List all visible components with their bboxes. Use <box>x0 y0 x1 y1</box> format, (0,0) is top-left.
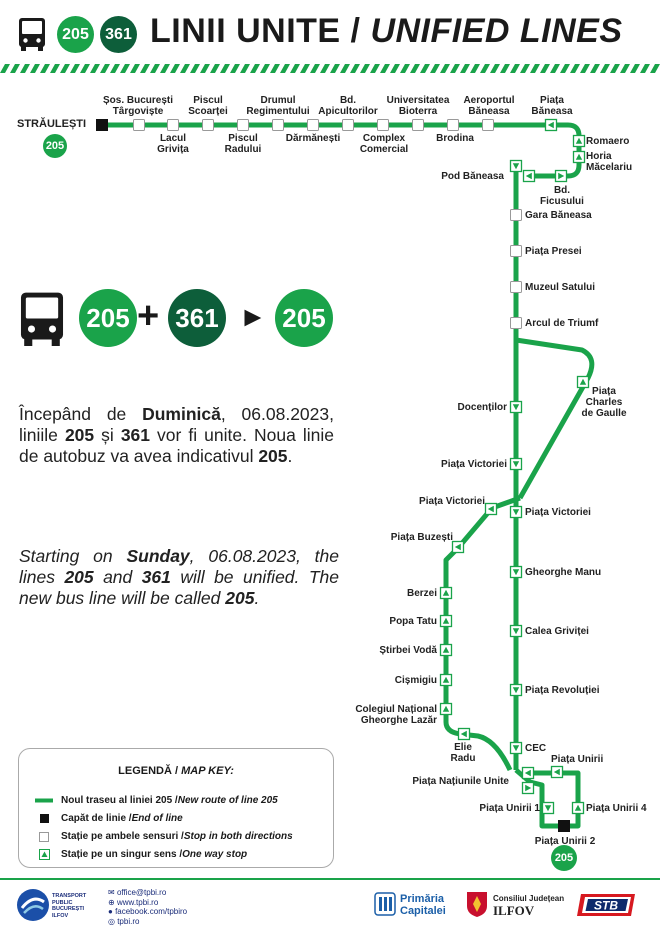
announcement-ro: Începând de Duminică, 06.08.2023, liniile 205 și 361 vor fi unite. Noua linie de autobuz va avea indicativul 205. <box>19 404 334 466</box>
stop-label: Piața Victoriei <box>419 496 485 507</box>
stop-label: Piața Unirii 1 <box>479 803 540 814</box>
stop-label: Piața Băneasa <box>531 95 573 117</box>
stop-label: Piața Revoluției <box>525 685 600 696</box>
stb-logo-icon <box>577 892 637 918</box>
stop-label: Dărmănești <box>285 133 341 144</box>
stop-label: Berzei <box>406 588 437 599</box>
route-lines <box>103 125 592 826</box>
stop-label: Cișmigiu <box>394 675 437 686</box>
stop-label: Pod Băneasa <box>441 171 504 182</box>
line-361-badge: 361 <box>100 16 137 53</box>
tpbi-name: TRANSPORT PUBLIC BUCUREȘTI ILFOV <box>52 893 87 919</box>
stop-label: Știrbei Vodă <box>379 645 437 656</box>
terminus-icon <box>558 820 570 832</box>
line-205-badge: 205 <box>57 16 94 53</box>
merge-badge-205: 205 <box>79 289 137 347</box>
terminus-straulesti-label: STRĂULEȘTI <box>17 118 87 130</box>
legend-title: LEGENDĂ / MAP KEY: <box>118 765 234 777</box>
pmb-name: Primăria Capitalei <box>400 893 446 917</box>
stop-label: Piața Unirii <box>551 754 604 765</box>
stb-name: STB <box>594 898 618 913</box>
route-line-icon <box>35 798 53 803</box>
stop-label: Piața Buzești <box>390 532 453 543</box>
stop-icon <box>39 832 49 842</box>
stop-label: Bd. Ficusului <box>540 185 584 207</box>
stop-label: Piața Victoriei <box>441 459 507 470</box>
pmb-logo-icon <box>374 892 396 916</box>
legend-row-route: Noul traseu al liniei 205 / New route of line 205 <box>33 795 278 806</box>
tpbi-logo-icon <box>16 888 50 922</box>
stop-label: Colegiul Național Gheorghe Lazăr <box>355 704 437 726</box>
stop-label: Piscul Radului <box>224 133 262 155</box>
legend-row-both-ways: Stație pe ambele sensuri / Stop in both directions <box>33 831 293 842</box>
terminus-south-badge: 205 <box>551 845 577 871</box>
terminus-icon <box>96 119 108 131</box>
stop-label: Romaero <box>586 136 630 147</box>
stop-label: Brodina <box>436 133 474 144</box>
stop-label: Piața Națiunile Unite <box>412 776 509 787</box>
stop-label: Piața Unirii 4 <box>586 803 647 814</box>
stop-label: Piața Presei <box>525 246 582 257</box>
legend-row-terminus: Capăt de linie / End of line <box>33 813 183 824</box>
stop-label: Docenților <box>457 402 507 413</box>
stop-label: Gheorghe Manu <box>525 567 602 578</box>
footer-divider <box>0 878 660 880</box>
contact-list <box>108 888 187 926</box>
cj-ilfov: ILFOV <box>493 903 535 918</box>
merge-result-badge: 205 <box>275 289 333 347</box>
merge-badge-361: 361 <box>168 289 226 347</box>
stop-label: Elie Radu <box>450 742 476 764</box>
bus-icon <box>19 291 65 346</box>
facebook-link[interactable]: ● facebook.com/tpbiro <box>108 907 188 916</box>
map-legend <box>18 748 334 868</box>
terminus-icon <box>40 814 49 823</box>
arrow-right-icon: ► <box>239 301 267 332</box>
stop-label: Aeroportul Băneasa <box>463 95 515 117</box>
stop-label: Muzeul Satului <box>525 282 595 293</box>
stop-label: Universitatea Bioterra <box>386 95 450 117</box>
legend-row-one-way: Stație pe un singur sens / One way stop <box>33 849 247 860</box>
one-way-stop-icon <box>39 849 50 860</box>
stop-label: Piața Charles de Gaulle <box>581 386 627 419</box>
stop-label: Complex Comercial <box>359 133 409 155</box>
announcement-en: Starting on Sunday, 06.08.2023, the lines 205 and 361 will be unified. The new bus line will be called 205. <box>19 546 339 608</box>
stop-label: Piscul Scoarței <box>188 95 228 117</box>
cj-ilfov-crest-icon <box>466 890 488 918</box>
stop-label: Arcul de Triumf <box>525 318 599 329</box>
stop-label: Șos. București Târgoviște <box>102 95 174 117</box>
stop-label: Drumul Regimentului <box>246 95 310 117</box>
stop-label: Popa Tatu <box>389 616 437 627</box>
terminus-west-badge: 205 <box>43 134 67 158</box>
stop-label: Horia Măcelariu <box>586 151 633 173</box>
stop-label: Piața Victoriei <box>525 507 591 518</box>
footer <box>0 876 660 931</box>
stop-label: Piața Unirii 2 <box>534 836 596 847</box>
plus-icon: + <box>137 295 160 337</box>
page-title: LINII UNITE / UNIFIED LINES <box>150 12 623 50</box>
instagram-link[interactable]: ◎ tpbi.ro <box>108 916 140 926</box>
stop-label: CEC <box>525 743 547 754</box>
stop-label: Bd. Apicultorilor <box>318 95 378 117</box>
cj-name: Consiliul Județean <box>493 894 565 903</box>
email-link[interactable]: ✉ office@tpbi.ro <box>108 888 167 897</box>
web-link[interactable]: ⊕ www.tpbi.ro <box>108 897 159 907</box>
stop-label: Lacul Grivița <box>157 133 189 155</box>
stop-label: Calea Griviței <box>525 626 589 637</box>
stop-label: Gara Băneasa <box>525 210 592 221</box>
